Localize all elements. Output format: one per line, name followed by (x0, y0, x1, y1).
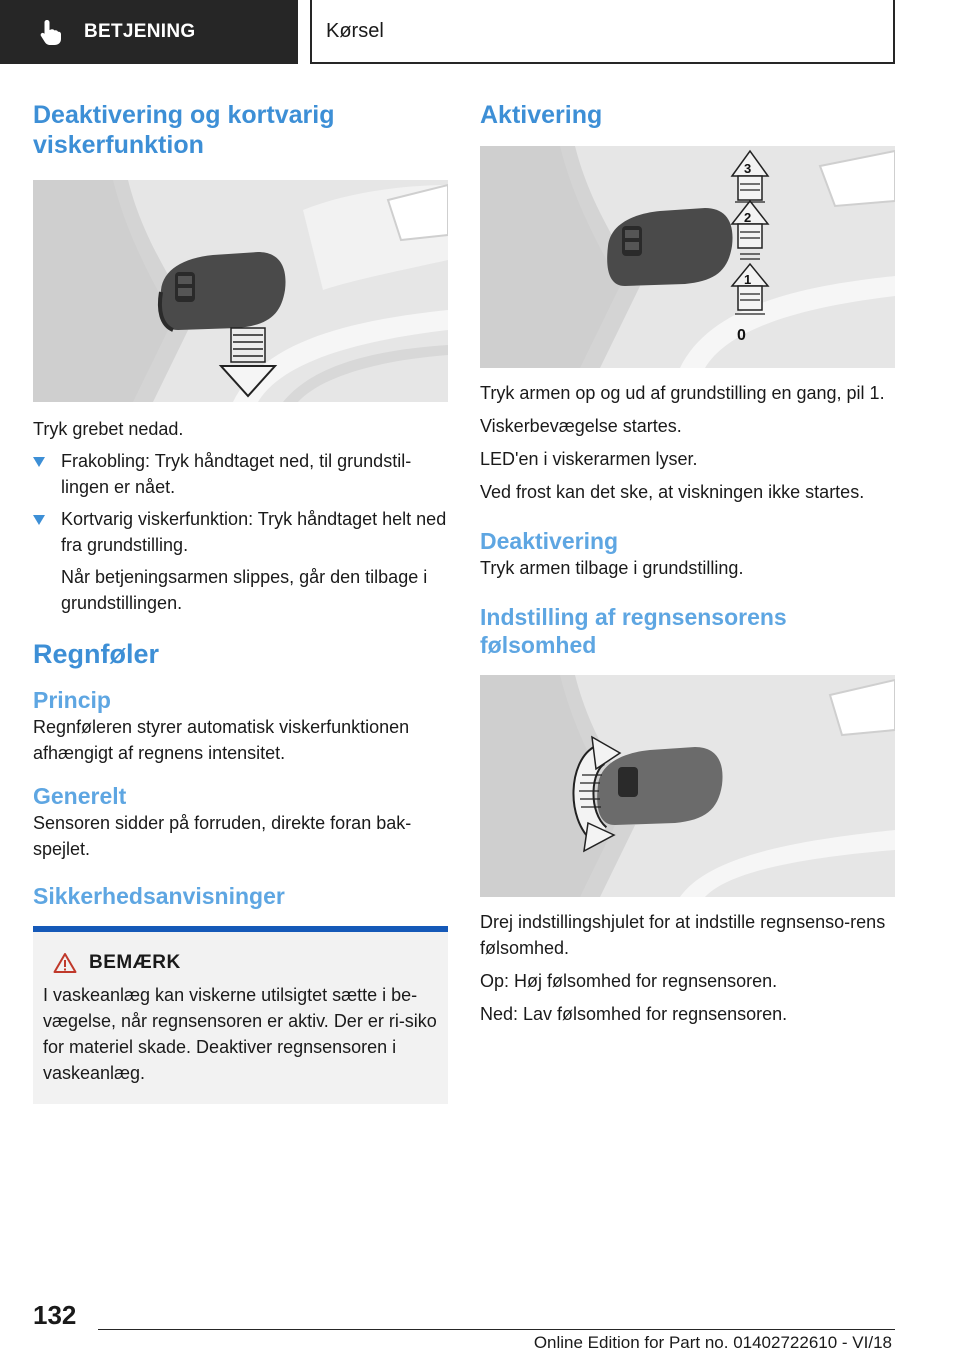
sensitivity-down-text: Ned: Lav følsomhed for regnsensoren. (480, 1004, 788, 1024)
activation-text-4: Ved frost kan det ske, at viskningen ikke startes. (480, 482, 865, 502)
footer-divider (98, 1329, 895, 1330)
warning-text: I vaskeanlæg kan viskerne utilsigtet sætte i be-vægelse, når regnsensoren er aktiv. Der er ri-siko for materiel skade. Deaktiver regnsensoren i vaskeanlæg. (43, 985, 437, 1083)
left-column (33, 100, 448, 1104)
arrow-label-0: 0 (737, 327, 746, 344)
rain-sensor-title: Regnføler (33, 639, 160, 669)
sensitivity-text: Drej indstillingshjulet for at indstille regnsenso-rens følsomhed. (480, 912, 886, 958)
warning-triangle-icon (53, 952, 77, 974)
bullet-note: Når betjeningsarmen slippes, går den tilbage i grundstillingen. (61, 567, 428, 613)
bullet-item (33, 448, 448, 500)
general-title: Generelt (33, 783, 127, 809)
arrow-label-1: 1 (744, 272, 752, 287)
sensitivity-wheel-figure (480, 675, 895, 897)
activation-title: Aktivering (480, 101, 603, 129)
principle-text: Regnføleren styrer automatisk viskerfunktionen afhængigt af regnens intensitet. (33, 717, 410, 763)
section-title: BETJENING (84, 21, 196, 42)
chapter-title: Kørsel (326, 19, 384, 42)
warning-header (53, 952, 438, 974)
chapter-tab (310, 0, 895, 64)
hand-pointer-icon (38, 18, 64, 46)
bullet-text: Kortvarig viskerfunktion: Tryk håndtaget helt ned fra grundstilling. (61, 509, 447, 555)
general-text: Sensoren sidder på forruden, direkte foran bak-spejlet. (33, 813, 412, 859)
triangle-bullet-icon (33, 457, 45, 467)
arrow-label-3: 3 (744, 161, 752, 176)
sensitivity-up-text: Op: Høj følsomhed for regnsensoren. (480, 971, 778, 991)
section-tab (0, 0, 298, 64)
warning-box (33, 926, 448, 1104)
arrow-label-2: 2 (744, 210, 752, 225)
bullet-item (33, 506, 448, 558)
deactivation-title: Deaktivering og kortvarig viskerfunktion (33, 101, 335, 159)
deactivation-intro: Tryk grebet nedad. (33, 419, 184, 439)
page-number: 132 (33, 1300, 77, 1330)
activation-text-2: Viskerbevægelse startes. (480, 416, 682, 436)
bullet-text: Frakobling: Tryk håndtaget ned, til grundstil-lingen er nået. (61, 451, 412, 497)
warning-label: BEMÆRK (89, 952, 181, 973)
activation-text-3: LED'en i viskerarmen lyser. (480, 449, 698, 469)
deactivation-subtitle: Deaktivering (480, 528, 619, 554)
sensitivity-title: Indstilling af regnsensorens følsomhed (480, 604, 787, 658)
wiper-lever-down-figure (33, 180, 448, 402)
safety-title: Sikkerhedsanvisninger (33, 883, 285, 909)
triangle-bullet-icon (33, 515, 45, 525)
principle-title: Princip (33, 687, 111, 713)
right-column (480, 100, 895, 1027)
edition-text: Online Edition for Part no. 01402722610 - VI/18 (533, 1333, 892, 1352)
deactivation-text: Tryk armen tilbage i grundstilling. (480, 558, 744, 578)
wiper-lever-up-figure (480, 146, 895, 368)
activation-text-1: Tryk armen op og ud af grundstilling en gang, pil 1. (480, 383, 885, 403)
